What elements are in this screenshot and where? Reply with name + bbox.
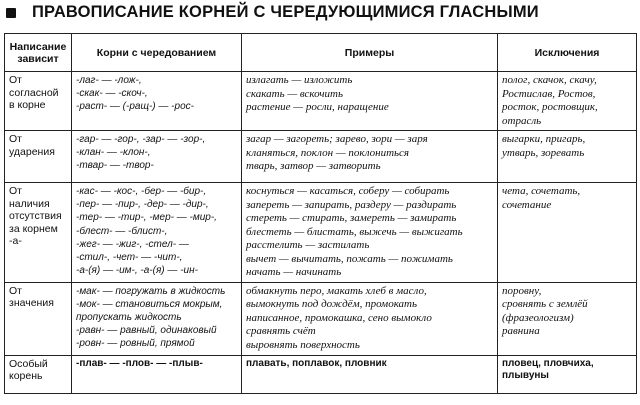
exceptions-line: утварь, зоревать (502, 146, 585, 159)
condition-cell (5, 72, 72, 131)
examples-line: обмакнуть перо, макать хлеб в масло, (246, 284, 427, 297)
condition-line: -а- (9, 235, 22, 247)
examples-cell (242, 72, 498, 131)
roots-line: -стил-, -чет- — -чит-, (76, 252, 183, 264)
roots-line: -твар- — -твор- (76, 160, 154, 172)
condition-line: значения (9, 297, 54, 309)
exceptions-cell (498, 282, 637, 355)
condition-line: От (9, 74, 22, 86)
page-title-text: ПРАВОПИСАНИЕ КОРНЕЙ С ЧЕРЕДУЮЩИМИСЯ ГЛАСНЫМИ (32, 3, 539, 21)
rules-table (4, 33, 637, 394)
condition-line: наличия (9, 197, 50, 210)
exceptions-line: поровну, (502, 284, 542, 297)
roots-line: -лаг- — -лож-, (76, 75, 142, 86)
examples-line: вычет — вычитать, пожать — пожимать (246, 252, 453, 265)
condition-line: корень (9, 370, 43, 382)
roots-line: -раст- — (-ращ-) — -рос- (76, 101, 194, 113)
exceptions-line: полог, скачок, скачу, (502, 74, 597, 86)
examples-line: написанное, промокашка, сено вымокло (246, 311, 432, 324)
condition-line: в корне (9, 99, 46, 111)
exceptions-line: Ростислав, Ростов, (502, 87, 596, 100)
examples-line: расстелить — застилать (246, 239, 370, 251)
header-examples: Примеры (242, 34, 498, 72)
header-roots: Корни с чередованием (72, 34, 242, 72)
exceptions-line: росток, ростовщик, (502, 101, 598, 113)
examples-line: запереть — запирать, раздеру — раздирать (246, 198, 457, 211)
exceptions-line: выгарки, пригарь, (502, 133, 586, 145)
examples-cell (242, 131, 498, 183)
examples-line: выровнять поверхность (246, 338, 360, 351)
examples-line: блестеть — блистать, выжечь — выжигать (246, 225, 463, 238)
condition-line: согласной (9, 86, 59, 99)
roots-line: -блест- — -блист-, (76, 225, 168, 237)
examples-line: кланяться, поклон — поклониться (246, 146, 410, 159)
condition-cell (5, 282, 72, 355)
roots-line: -гар- — -гор-, -зар- — -зор-, (76, 134, 206, 145)
examples-line: тварь, затвор — затворить (246, 160, 381, 172)
condition-cell (5, 183, 72, 283)
square-bullet-icon (4, 7, 18, 21)
table-row (5, 183, 637, 283)
condition-line: От (9, 284, 22, 297)
page-title (0, 2, 640, 28)
exceptions-cell (498, 72, 637, 131)
examples-line: растение — росли, наращение (246, 101, 389, 113)
examples-line: сравнять счёт (246, 325, 316, 337)
table-row (5, 282, 637, 355)
roots-cell (72, 183, 242, 283)
exceptions-line: сровнять с землёй (502, 298, 588, 310)
roots-line: -мак- — погружать в жидкость (76, 285, 226, 297)
exceptions-line: отрасль (502, 114, 542, 127)
examples-line: излагать — изложить (246, 74, 353, 86)
examples-cell (242, 355, 498, 393)
exceptions-line: пловец, пловчиха, (502, 357, 594, 369)
examples-line: плавать, поплавок, пловник (246, 357, 387, 369)
roots-cell (72, 131, 242, 183)
examples-line: начать — начинать (246, 266, 342, 278)
roots-line: -кас- — -кос-, -бер- — -бир-, (76, 186, 207, 197)
exceptions-line: чета, сочетать, (502, 185, 581, 197)
roots-line: -тер- — -тир-, -мер- — -мир-, (76, 212, 217, 224)
exceptions-cell (498, 355, 637, 393)
condition-cell (5, 131, 72, 183)
examples-cell (242, 183, 498, 283)
examples-line: вымокнуть под дождём, промокать (246, 298, 418, 310)
table-row (5, 72, 637, 131)
condition-cell (5, 355, 72, 393)
roots-cell (72, 355, 242, 393)
roots-line: -клан- — -клон-, (76, 147, 151, 159)
roots-line: -пер- — -пир-, -дер- — -дир-, (76, 199, 209, 211)
header-row (5, 34, 637, 72)
exceptions-line: равнина (502, 325, 540, 337)
condition-line: за корнем (9, 222, 58, 235)
roots-line: -а-(я) — -им-, -а-(я) — -ин- (76, 265, 198, 277)
roots-line: -жег- — -жиг-, -стел- — (76, 238, 189, 250)
exceptions-line: (фразеологизм) (502, 311, 574, 324)
condition-line: ударения (9, 145, 55, 158)
examples-line: стереть — стирать, замереть — замирать (246, 212, 457, 224)
condition-line: Особый (9, 357, 48, 370)
examples-cell (242, 282, 498, 355)
examples-line: скакать — вскочить (246, 87, 344, 100)
header-condition: Написание зависит (5, 34, 72, 72)
roots-line: -плав- — -плов- — -плыв- (76, 357, 203, 369)
roots-line: -равн- — равный, одинаковый (76, 325, 217, 337)
header-exceptions: Исключения (498, 34, 637, 72)
examples-line: коснуться — касаться, соберу — собирать (246, 185, 450, 197)
exceptions-line: сочетание (502, 198, 552, 211)
examples-line: загар — загореть; заревo, зори — заря (246, 133, 428, 145)
exceptions-cell (498, 183, 637, 283)
roots-line: -скак- — -скоч-, (76, 88, 148, 100)
table-row (5, 131, 637, 183)
roots-line: -ровн- — ровный, прямой (76, 338, 195, 350)
exceptions-line: плывуны (502, 369, 549, 381)
exceptions-cell (498, 131, 637, 183)
roots-cell (72, 72, 242, 131)
condition-line: От (9, 185, 22, 197)
condition-line: отсутствия (9, 210, 62, 222)
roots-line: пропускать жидкость (76, 311, 182, 323)
roots-cell (72, 282, 242, 355)
roots-line: -мок- — становиться мокрым, (76, 298, 223, 310)
condition-line: От (9, 133, 22, 145)
table-row (5, 355, 637, 393)
